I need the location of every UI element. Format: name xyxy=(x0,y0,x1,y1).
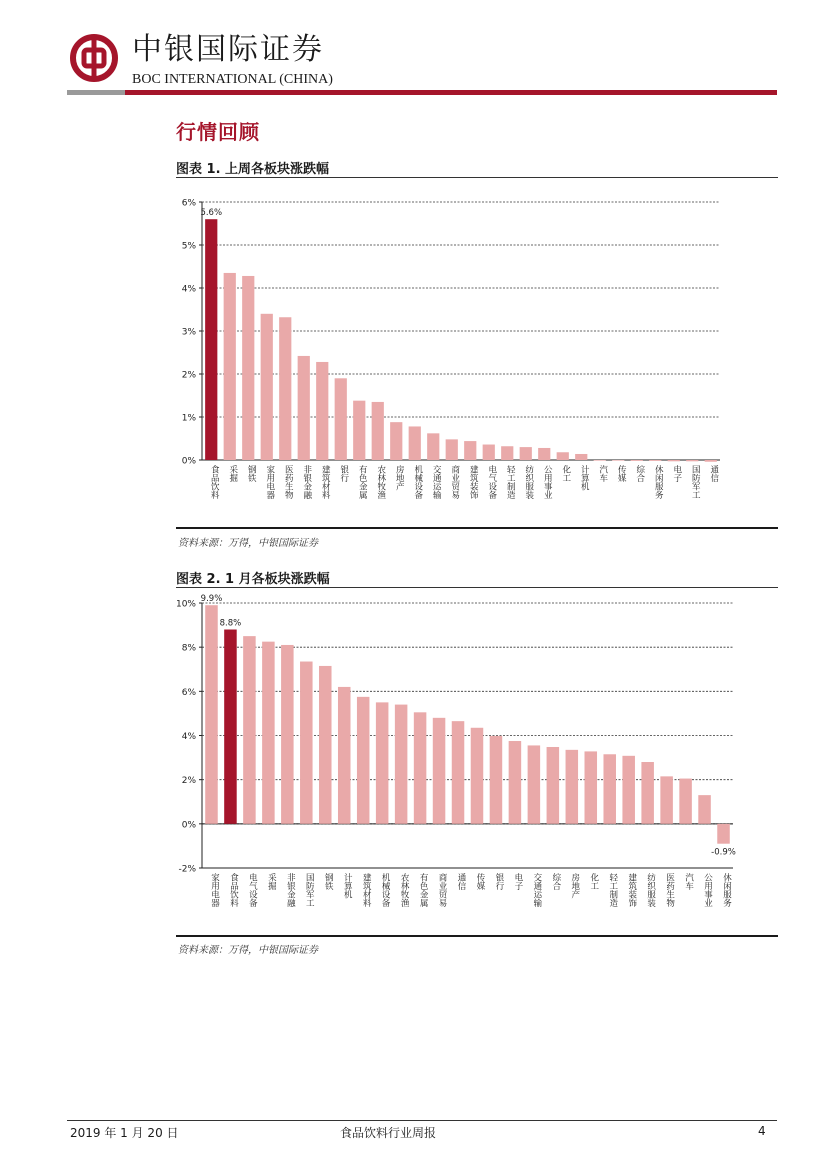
y-tick-label: 2% xyxy=(181,776,196,787)
bar-12 xyxy=(414,712,427,824)
y-tick-label: 2% xyxy=(181,370,196,381)
x-tick-label: 银行 xyxy=(493,873,504,890)
x-tick-label: 建筑材料 xyxy=(320,465,331,499)
brand-name-cn: 中银国际证券 xyxy=(132,32,324,67)
x-tick-label: 钢铁 xyxy=(246,465,257,482)
x-tick-label: 食品饮料 xyxy=(228,873,239,907)
x-tick-label: 家用电器 xyxy=(209,873,220,907)
figure-1-title: 图表 1. 上周各板块涨跌幅 xyxy=(176,162,330,177)
x-tick-label: 国防军工 xyxy=(690,465,701,499)
x-tick-label: 传媒 xyxy=(616,465,627,482)
y-tick-label: 4% xyxy=(181,732,196,742)
x-tick-label: 房地产 xyxy=(394,465,405,491)
footer-report-title: 食品饮料行业周报 xyxy=(340,1126,437,1140)
x-tick-label: 综合 xyxy=(634,465,645,482)
bar-6 xyxy=(300,662,313,824)
y-tick-label: 6% xyxy=(181,687,196,698)
x-tick-label: 化工 xyxy=(560,465,571,482)
x-tick-label: 纺织服装 xyxy=(523,465,534,499)
x-tick-label: 商业贸易 xyxy=(437,873,448,907)
bar-23 xyxy=(622,756,635,824)
x-tick-label: 非银金融 xyxy=(301,465,312,499)
bar-4 xyxy=(262,642,275,824)
bar-20 xyxy=(566,750,579,824)
x-tick-label: 机械设备 xyxy=(380,873,391,907)
x-tick-label: 休闲服务 xyxy=(721,873,732,907)
footer-rule xyxy=(67,1120,777,1121)
figure-2-title: 图表 2. 1 月各板块涨跌幅 xyxy=(176,572,330,587)
data-label: 8.8% xyxy=(219,618,242,629)
x-tick-label: 纺织服装 xyxy=(645,873,656,907)
x-tick-label: 房地产 xyxy=(569,873,580,899)
bar-2 xyxy=(224,630,237,824)
x-tick-label: 电气设备 xyxy=(247,873,258,907)
x-tick-label: 农林牧渔 xyxy=(375,465,386,499)
x-tick-label: 医药生物 xyxy=(664,873,675,907)
bar-3 xyxy=(243,636,256,824)
x-tick-label: 采掘 xyxy=(266,873,277,890)
x-tick-label: 电子 xyxy=(512,873,523,890)
x-tick-label: 轻工制造 xyxy=(505,465,516,499)
x-tick-label: 公用事业 xyxy=(702,873,713,907)
x-tick-label: 通信 xyxy=(456,873,467,890)
bar-5 xyxy=(281,645,294,824)
x-tick-label: 家用电器 xyxy=(264,465,275,499)
bar-8 xyxy=(338,687,351,824)
x-tick-label: 国防军工 xyxy=(304,873,315,907)
figure-2-bottom-rule xyxy=(176,935,778,937)
x-tick-label: 计算机 xyxy=(342,873,353,899)
x-tick-label: 汽车 xyxy=(683,873,694,890)
bar-18 xyxy=(528,745,541,823)
x-tick-label: 采掘 xyxy=(227,465,238,482)
figure-1-source: 资料来源：万得，中银国际证券 xyxy=(178,538,318,549)
x-tick-label: 非银金融 xyxy=(285,873,296,907)
section-title: 行情回顾 xyxy=(176,120,260,144)
data-label: 5.6% xyxy=(200,208,223,219)
y-tick-label: 5% xyxy=(181,241,196,252)
x-tick-label: 医药生物 xyxy=(283,465,294,499)
bar-21 xyxy=(585,751,598,823)
x-tick-label: 建筑装饰 xyxy=(626,873,637,907)
x-tick-label: 汽车 xyxy=(597,465,608,482)
x-tick-label: 公用事业 xyxy=(542,465,553,499)
data-label: -0.9% xyxy=(711,847,736,858)
x-tick-label: 建筑装饰 xyxy=(468,465,479,499)
x-tick-label: 机械设备 xyxy=(412,465,423,499)
bar-1 xyxy=(205,605,218,824)
footer-date: 2019 年 1 月 20 日 xyxy=(70,1126,179,1140)
bar-26 xyxy=(679,779,692,824)
x-tick-label: 轻工制造 xyxy=(607,873,618,907)
x-tick-label: 传媒 xyxy=(474,873,485,890)
y-tick-label: 8% xyxy=(181,643,196,654)
y-tick-label: 6% xyxy=(181,198,196,209)
x-tick-label: 有色金属 xyxy=(418,873,429,907)
y-tick-label: 0% xyxy=(181,820,196,831)
x-tick-label: 交通运输 xyxy=(531,873,542,907)
x-tick-label: 电子 xyxy=(671,465,682,482)
bar-17 xyxy=(509,741,522,824)
x-tick-label: 农林牧渔 xyxy=(399,873,410,907)
bar-27 xyxy=(698,795,711,824)
y-tick-label: 3% xyxy=(181,327,196,338)
bar-7 xyxy=(319,666,332,824)
bar-13 xyxy=(433,718,446,824)
bar-15 xyxy=(471,728,484,824)
data-label: 9.9% xyxy=(200,594,223,605)
bar-19 xyxy=(547,747,560,824)
x-tick-label: 有色金属 xyxy=(357,465,368,499)
x-tick-label: 钢铁 xyxy=(323,873,334,890)
x-tick-label: 建筑材料 xyxy=(361,873,372,907)
x-tick-label: 通信 xyxy=(708,465,719,482)
bar-22 xyxy=(603,754,616,824)
x-tick-label: 食品饮料 xyxy=(209,465,220,499)
x-tick-label: 综合 xyxy=(550,873,561,890)
figure-2-source: 资料来源：万得，中银国际证券 xyxy=(178,945,318,956)
x-tick-label: 计算机 xyxy=(579,465,590,491)
y-tick-label: 0% xyxy=(181,456,196,467)
x-tick-label: 商业贸易 xyxy=(449,465,460,499)
bar-28 xyxy=(717,824,730,844)
y-tick-label: 10% xyxy=(175,599,196,610)
bar-9 xyxy=(357,697,370,824)
brand-name-en: BOC INTERNATIONAL (CHINA) xyxy=(132,72,333,87)
x-tick-label: 银行 xyxy=(338,465,349,482)
footer-page-number: 4 xyxy=(758,1124,766,1138)
x-tick-label: 休闲服务 xyxy=(653,465,664,499)
x-tick-label: 化工 xyxy=(588,873,599,890)
bar-14 xyxy=(452,721,465,824)
bar-25 xyxy=(660,776,673,823)
bar-11 xyxy=(395,705,408,824)
y-tick-label: 1% xyxy=(181,413,196,424)
bar-10 xyxy=(376,702,389,823)
y-tick-label: -2% xyxy=(178,864,196,875)
bar-16 xyxy=(490,736,503,824)
y-tick-label: 4% xyxy=(181,284,196,295)
bar-24 xyxy=(641,762,654,824)
x-tick-label: 交通运输 xyxy=(431,465,442,499)
x-tick-label: 电气设备 xyxy=(486,465,497,499)
